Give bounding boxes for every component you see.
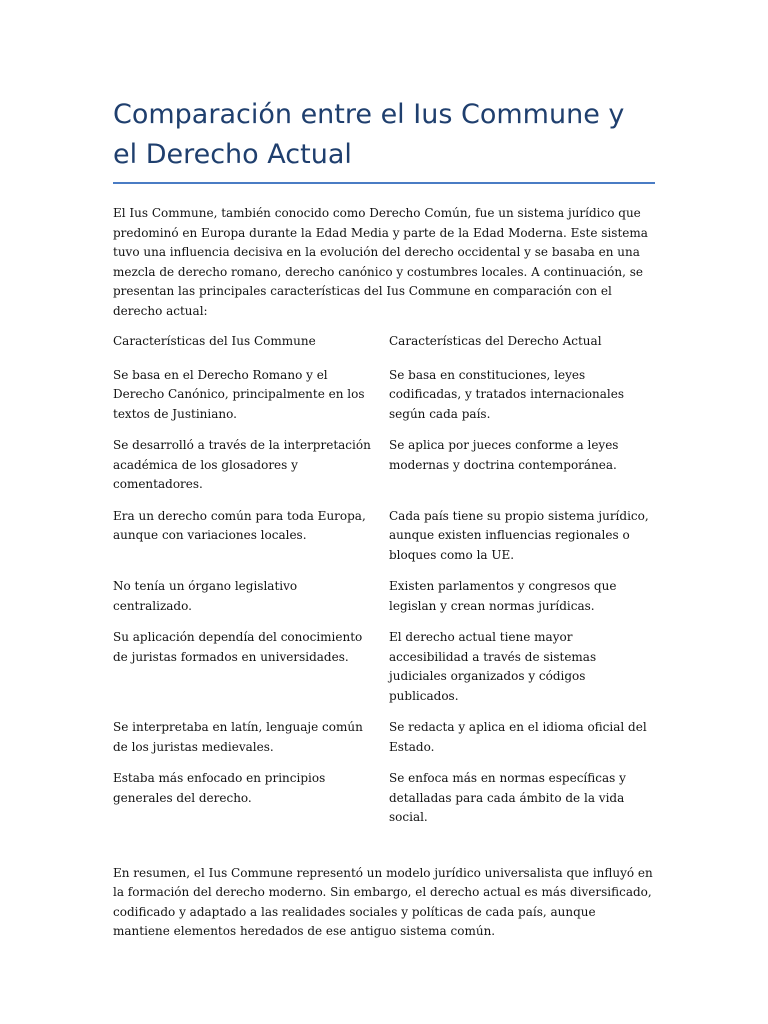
cell-derecho-actual: Cada país tiene su propio sistema jurídico, aunque existen influencias regionales o bloques como la UE. bbox=[389, 508, 649, 562]
cell-ius-commune: Su aplicación dependía del conocimiento de juristas formados en universidades. bbox=[113, 630, 363, 664]
summary-paragraph: En resumen, el Ius Commune representó un modelo jurídico universalista que influyó en la formación del derecho moderno. Sin embargo, el derecho actual es más diversificado, codificado y adaptado a las realidades sociales y políticas de cada país, aunque mantiene elementos heredados de ese antiguo sistema común. bbox=[113, 865, 653, 938]
table-row bbox=[113, 628, 655, 718]
cell-derecho-actual: Se redacta y aplica en el idioma oficial del Estado. bbox=[389, 720, 647, 754]
table-row bbox=[113, 366, 655, 437]
comparison-table-body bbox=[113, 332, 655, 840]
document-page bbox=[113, 95, 655, 942]
cell-ius-commune: No tenía un órgano legislativo centralizado. bbox=[113, 579, 298, 613]
cell-derecho-actual: El derecho actual tiene mayor accesibilidad a través de sistemas judiciales organizados y códigos publicados. bbox=[389, 630, 597, 703]
cell-derecho-actual: Existen parlamentos y congresos que legislan y crean normas jurídicas. bbox=[389, 579, 617, 613]
header-derecho-actual: Características del Derecho Actual bbox=[389, 334, 602, 348]
table-row bbox=[113, 577, 655, 628]
table-row bbox=[113, 436, 655, 507]
cell-ius-commune: Se basa en el Derecho Romano y el Derecho Canónico, principalmente en los textos de Justiniano. bbox=[113, 367, 365, 421]
cell-ius-commune: Se desarrolló a través de la interpretación académica de los glosadores y comentadores. bbox=[113, 438, 371, 491]
cell-ius-commune: Estaba más enfocado en principios generales del derecho. bbox=[113, 771, 326, 805]
cell-derecho-actual: Se enfoca más en normas específicas y detalladas para cada ámbito de la vida social. bbox=[389, 771, 626, 824]
header-ius-commune: Características del Ius Commune bbox=[113, 334, 316, 348]
table-header-row bbox=[113, 332, 655, 366]
intro-paragraph: El Ius Commune, también conocido como Derecho Común, fue un sistema jurídico que predominó en Europa durante la Edad Media y parte de la Edad Moderna. Este sistema tuvo una influencia decisiva en la evolución del derecho occidental y se basaba en una mezcla de derecho romano, derecho canónico y costumbres locales. A continuación, se presentan las principales características del Ius Commune en comparación con el derecho actual: bbox=[113, 206, 648, 318]
cell-ius-commune: Se interpretaba en latín, lenguaje común de los juristas medievales. bbox=[113, 720, 363, 754]
comparison-table bbox=[113, 332, 655, 840]
cell-derecho-actual: Se aplica por jueces conforme a leyes modernas y doctrina contemporánea. bbox=[389, 438, 619, 472]
cell-ius-commune: Era un derecho común para toda Europa, aunque con variaciones locales. bbox=[113, 508, 366, 542]
table-row bbox=[113, 507, 655, 578]
document-title: Comparación entre el Ius Commune y el Derecho Actual bbox=[113, 95, 655, 184]
table-row bbox=[113, 769, 655, 840]
cell-derecho-actual: Se basa en constituciones, leyes codificadas, y tratados internacionales según cada país. bbox=[389, 367, 625, 421]
table-row bbox=[113, 718, 655, 769]
